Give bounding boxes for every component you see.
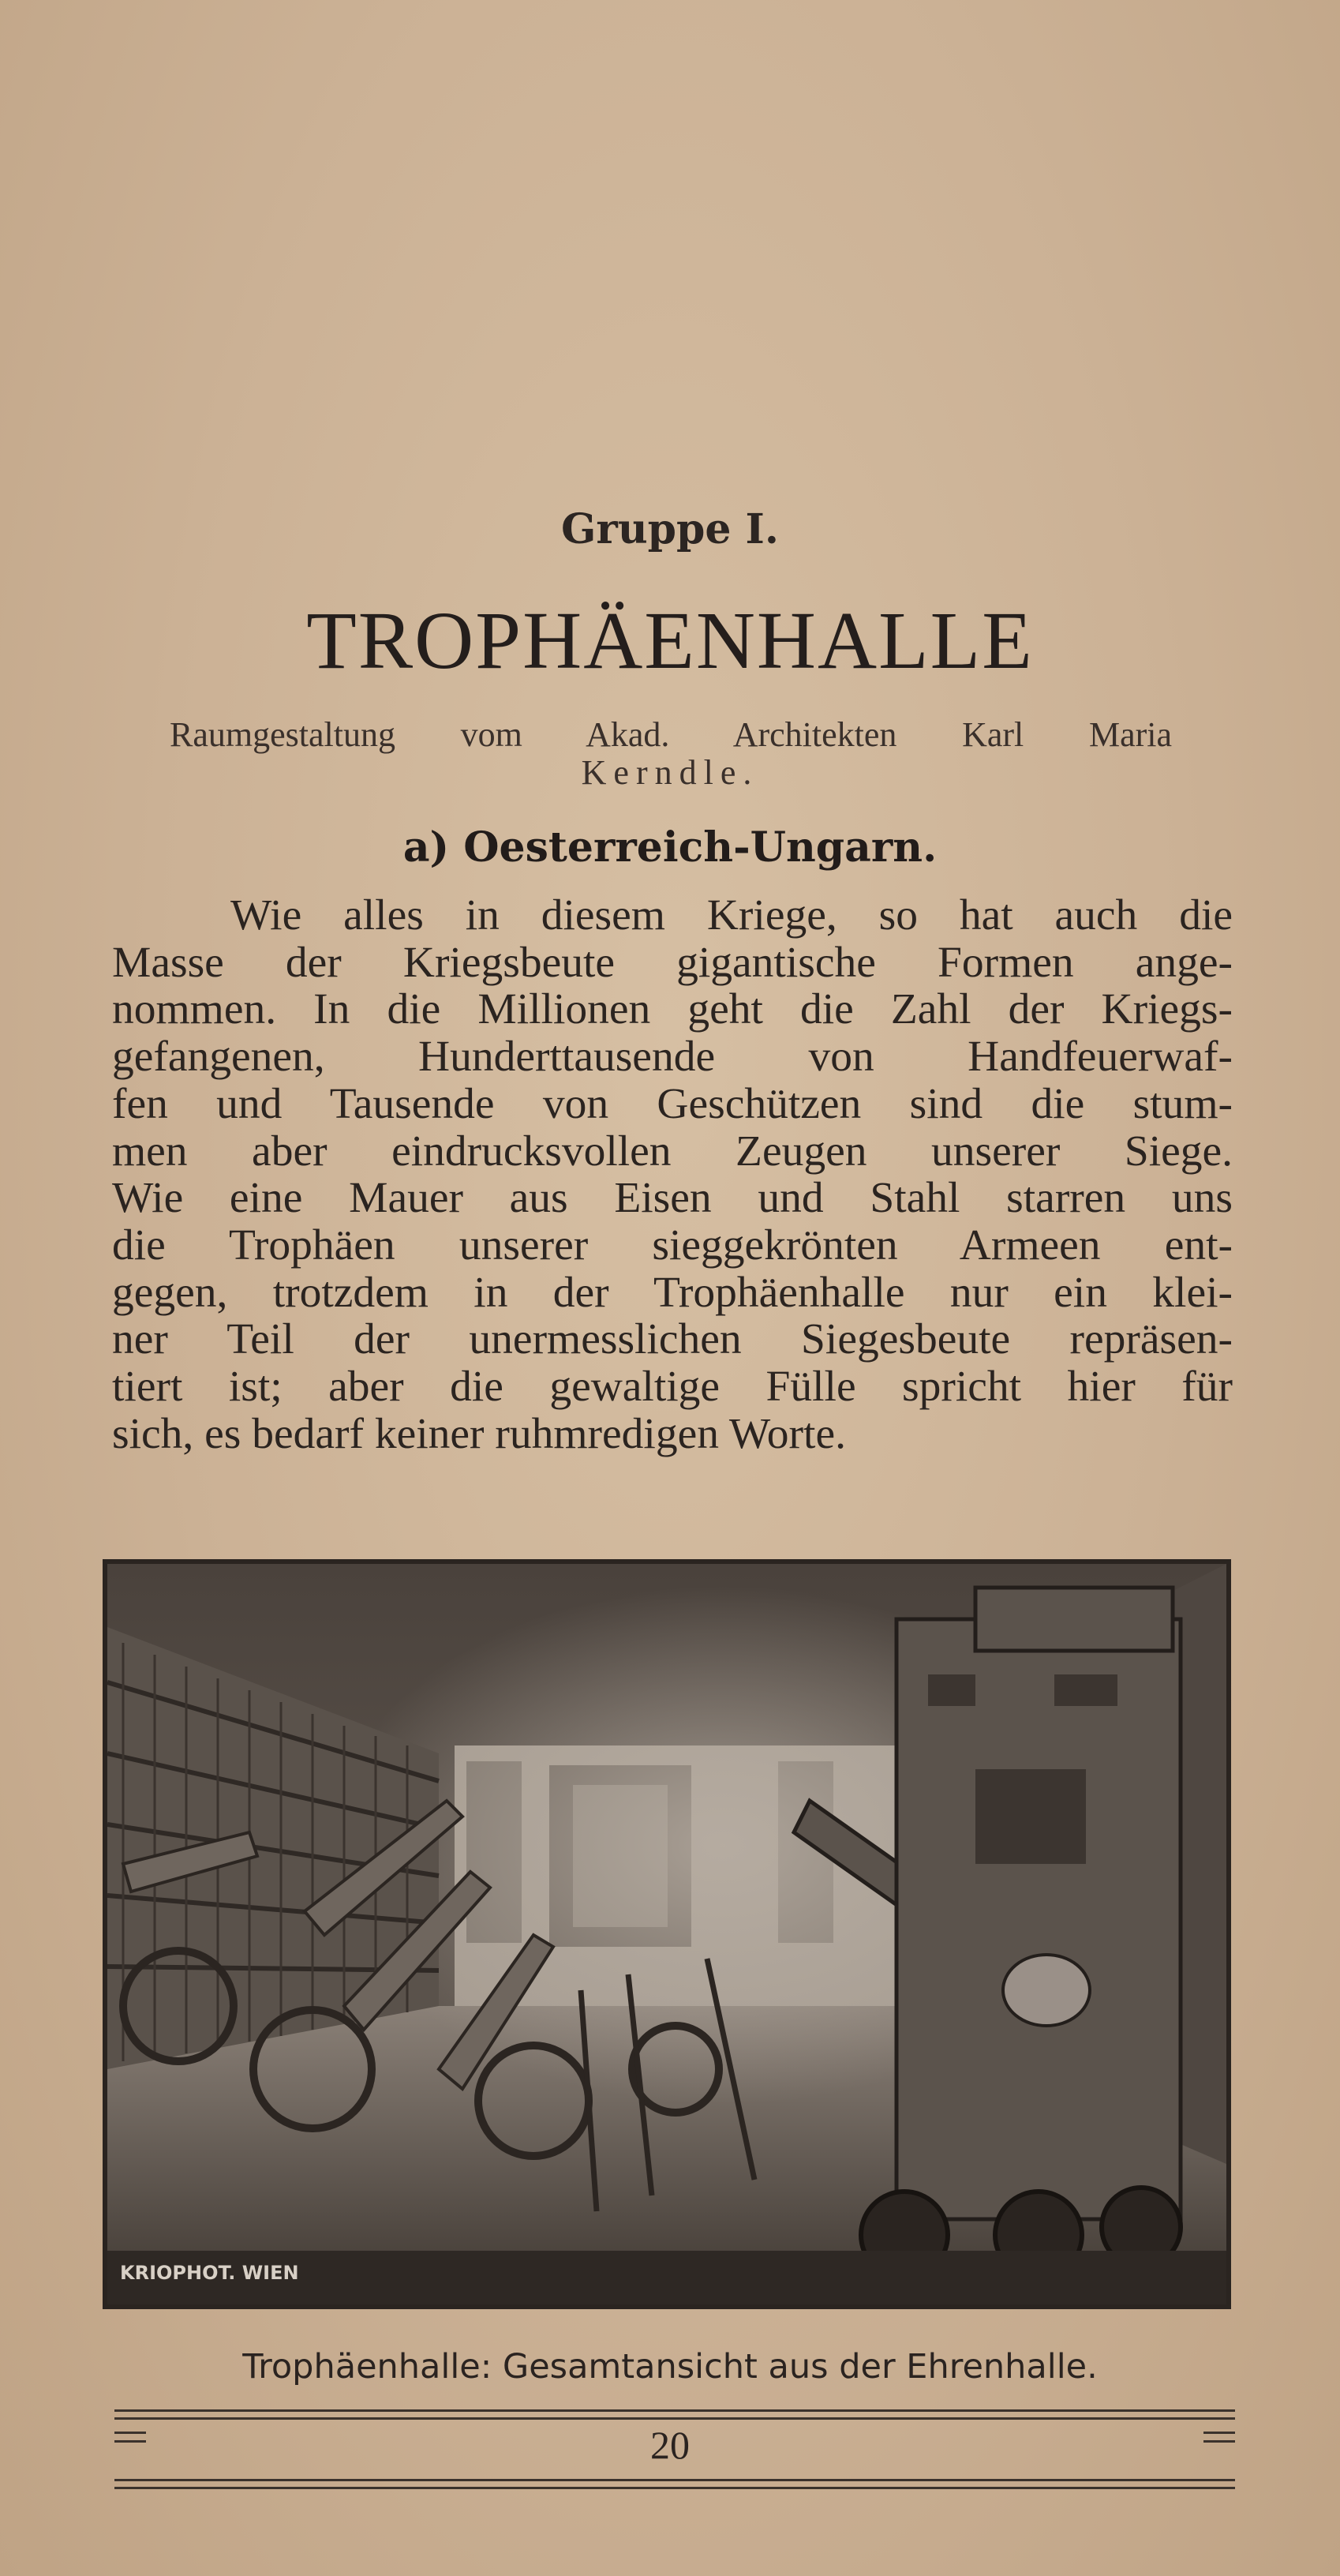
text-line: nommen. In die Millionen geht die Zahl der Kriegs- [112, 985, 1233, 1034]
group-label: Gruppe I. [561, 505, 779, 553]
footer-mark-right [1203, 2432, 1235, 2443]
text-line: gefangenen, Hunderttausende von Handfeuerwaf- [112, 1033, 1233, 1082]
text-line: men aber eindrucksvollen Zeugen unserer Siege. [112, 1127, 1233, 1176]
credit-line: Raumgestaltung vom Akad. Architekten Karl Maria [170, 715, 1172, 754]
text-line: sich, es bedarf keiner ruhmredigen Worte. [112, 1409, 846, 1458]
page-number: 20 [650, 2423, 690, 2467]
text-line: die Trophäen unserer sieggekrönten Armeen ent- [112, 1221, 1233, 1269]
text-line: Wie alles in diesem Kriege, so hat auch die [230, 891, 1233, 939]
text-line: fen und Tausende von Geschützen sind die stum- [112, 1079, 1233, 1128]
text-line: tiert ist; aber die gewaltige Fülle spricht hier für [112, 1363, 1233, 1412]
footer-rule-top-inner [114, 2417, 1235, 2420]
photo-caption: Trophäenhalle: Gesamtansicht aus der Ehrenhalle. [242, 2347, 1098, 2387]
footer-rule-bottom [114, 2479, 1235, 2481]
text-line: Masse der Kriegsbeute gigantische Formen ange- [112, 938, 1233, 987]
footer-rule-bottom-inner [114, 2487, 1235, 2489]
credit-line-continued: Kerndle. [581, 753, 759, 792]
footer-rule-top [114, 2409, 1235, 2412]
text-line: ner Teil der unermesslichen Siegesbeute repräsen- [112, 1315, 1233, 1364]
page-title: TROPHÄENHALLE [306, 595, 1034, 686]
text-line: gegen, trotzdem in der Trophäenhalle nur ein klei- [112, 1268, 1233, 1317]
text-line: Wie eine Mauer aus Eisen und Stahl starren uns [112, 1174, 1233, 1223]
body-paragraph [112, 892, 1233, 1457]
trophy-hall-photo [103, 1559, 1231, 2309]
photo-credit: KRIOPHOT. WIEN [120, 2262, 299, 2284]
section-heading: a) Oesterreich-Ungarn. [402, 823, 938, 872]
